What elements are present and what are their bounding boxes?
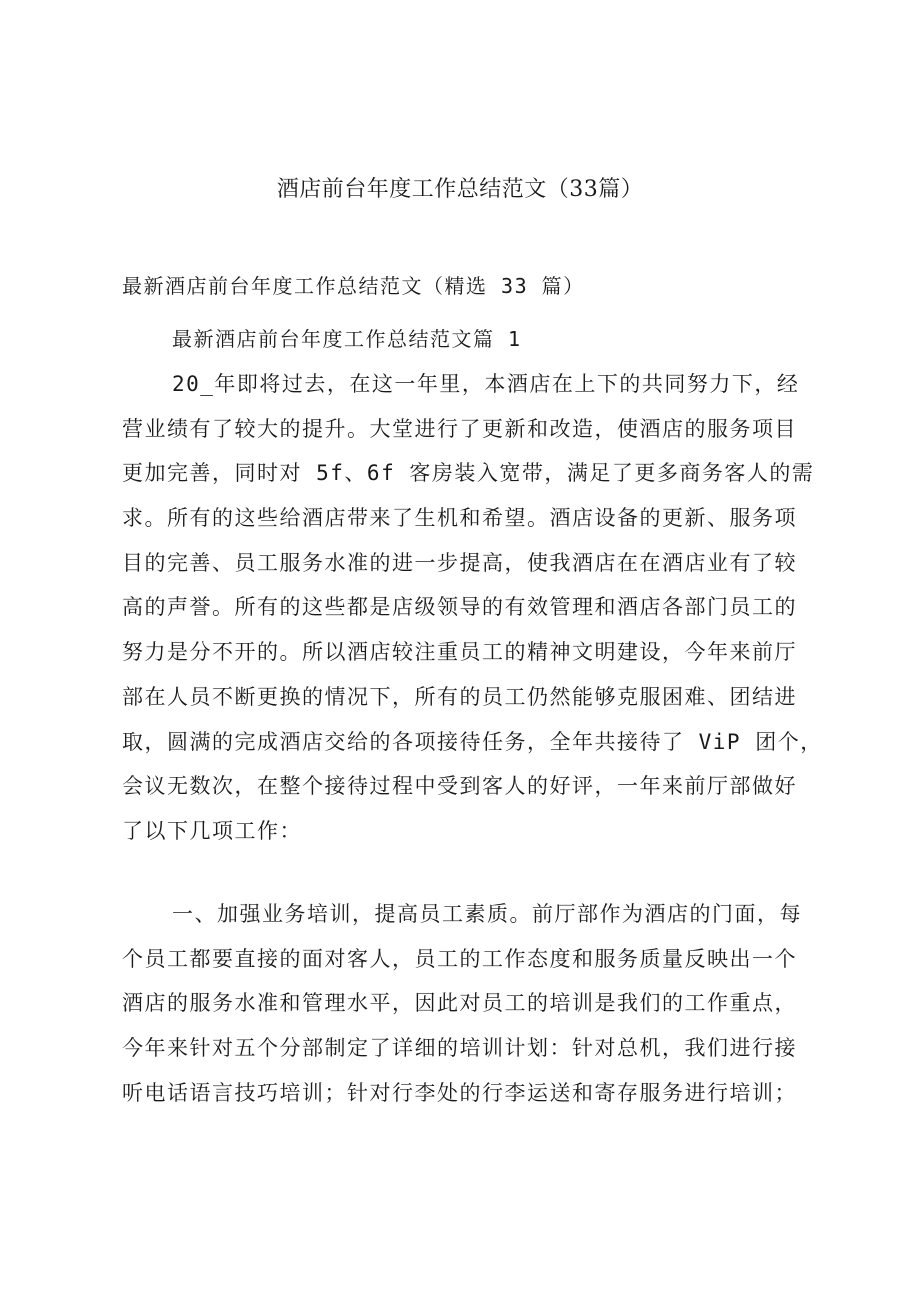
section-heading: 最新酒店前台年度工作总结范文篇 1 [172, 327, 522, 351]
paragraph-line: 一、加强业务培训，提高员工素质。前厅部作为酒店的门面，每 [172, 902, 802, 926]
paragraph-line: 20_年即将过去，在这一年里，本酒店在上下的共同努力下，经 [172, 372, 800, 396]
paragraph-line: 取，圆满的完成酒店交给的各项接待任务，全年共接待了 ViP 团个， [122, 729, 823, 754]
body-paragraph [122, 362, 822, 854]
body-paragraph [122, 892, 822, 1115]
paragraph-line: 高的声誉。所有的这些都是店级领导的有效管理和酒店各部门员工的 [122, 595, 797, 620]
paragraph-line: 更加完善，同时对 5f、6f 客房装入宽带，满足了更多商务客人的需 [122, 461, 815, 486]
paragraph-line: 听电话语言技巧培训；针对行李处的行李运送和寄存服务进行培训； [122, 1080, 797, 1105]
paragraph-line: 努力是分不开的。所以酒店较注重员工的精神文明建设，今年来前厅 [122, 640, 797, 665]
paragraph-line: 今年来针对五个分部制定了详细的培训计划：针对总机，我们进行接 [122, 1036, 797, 1061]
document-subtitle: 最新酒店前台年度工作总结范文（精选 33 篇） [122, 274, 585, 298]
paragraph-line: 目的完善、员工服务水准的进一步提高，使我酒店在在酒店业有了较 [122, 550, 797, 575]
paragraph-line: 求。所有的这些给酒店带来了生机和希望。酒店设备的更新、服务项 [122, 506, 797, 531]
paragraph-line: 会议无数次，在整个接待过程中受到客人的好评，一年来前厅部做好 [122, 774, 797, 799]
document-title: 酒店前台年度工作总结范文（33篇） [276, 177, 644, 202]
paragraph-line: 部在人员不断更换的情况下，所有的员工仍然能够克服困难、团结进 [122, 684, 797, 709]
paragraph-line: 营业绩有了较大的提升。大堂进行了更新和改造，使酒店的服务项目 [122, 416, 797, 441]
paragraph-line: 了以下几项工作： [122, 818, 302, 843]
paragraph-line: 酒店的服务水准和管理水平，因此对员工的培训是我们的工作重点， [122, 991, 797, 1016]
paragraph-line: 个员工都要直接的面对客人，员工的工作态度和服务质量反映出一个 [122, 946, 797, 971]
